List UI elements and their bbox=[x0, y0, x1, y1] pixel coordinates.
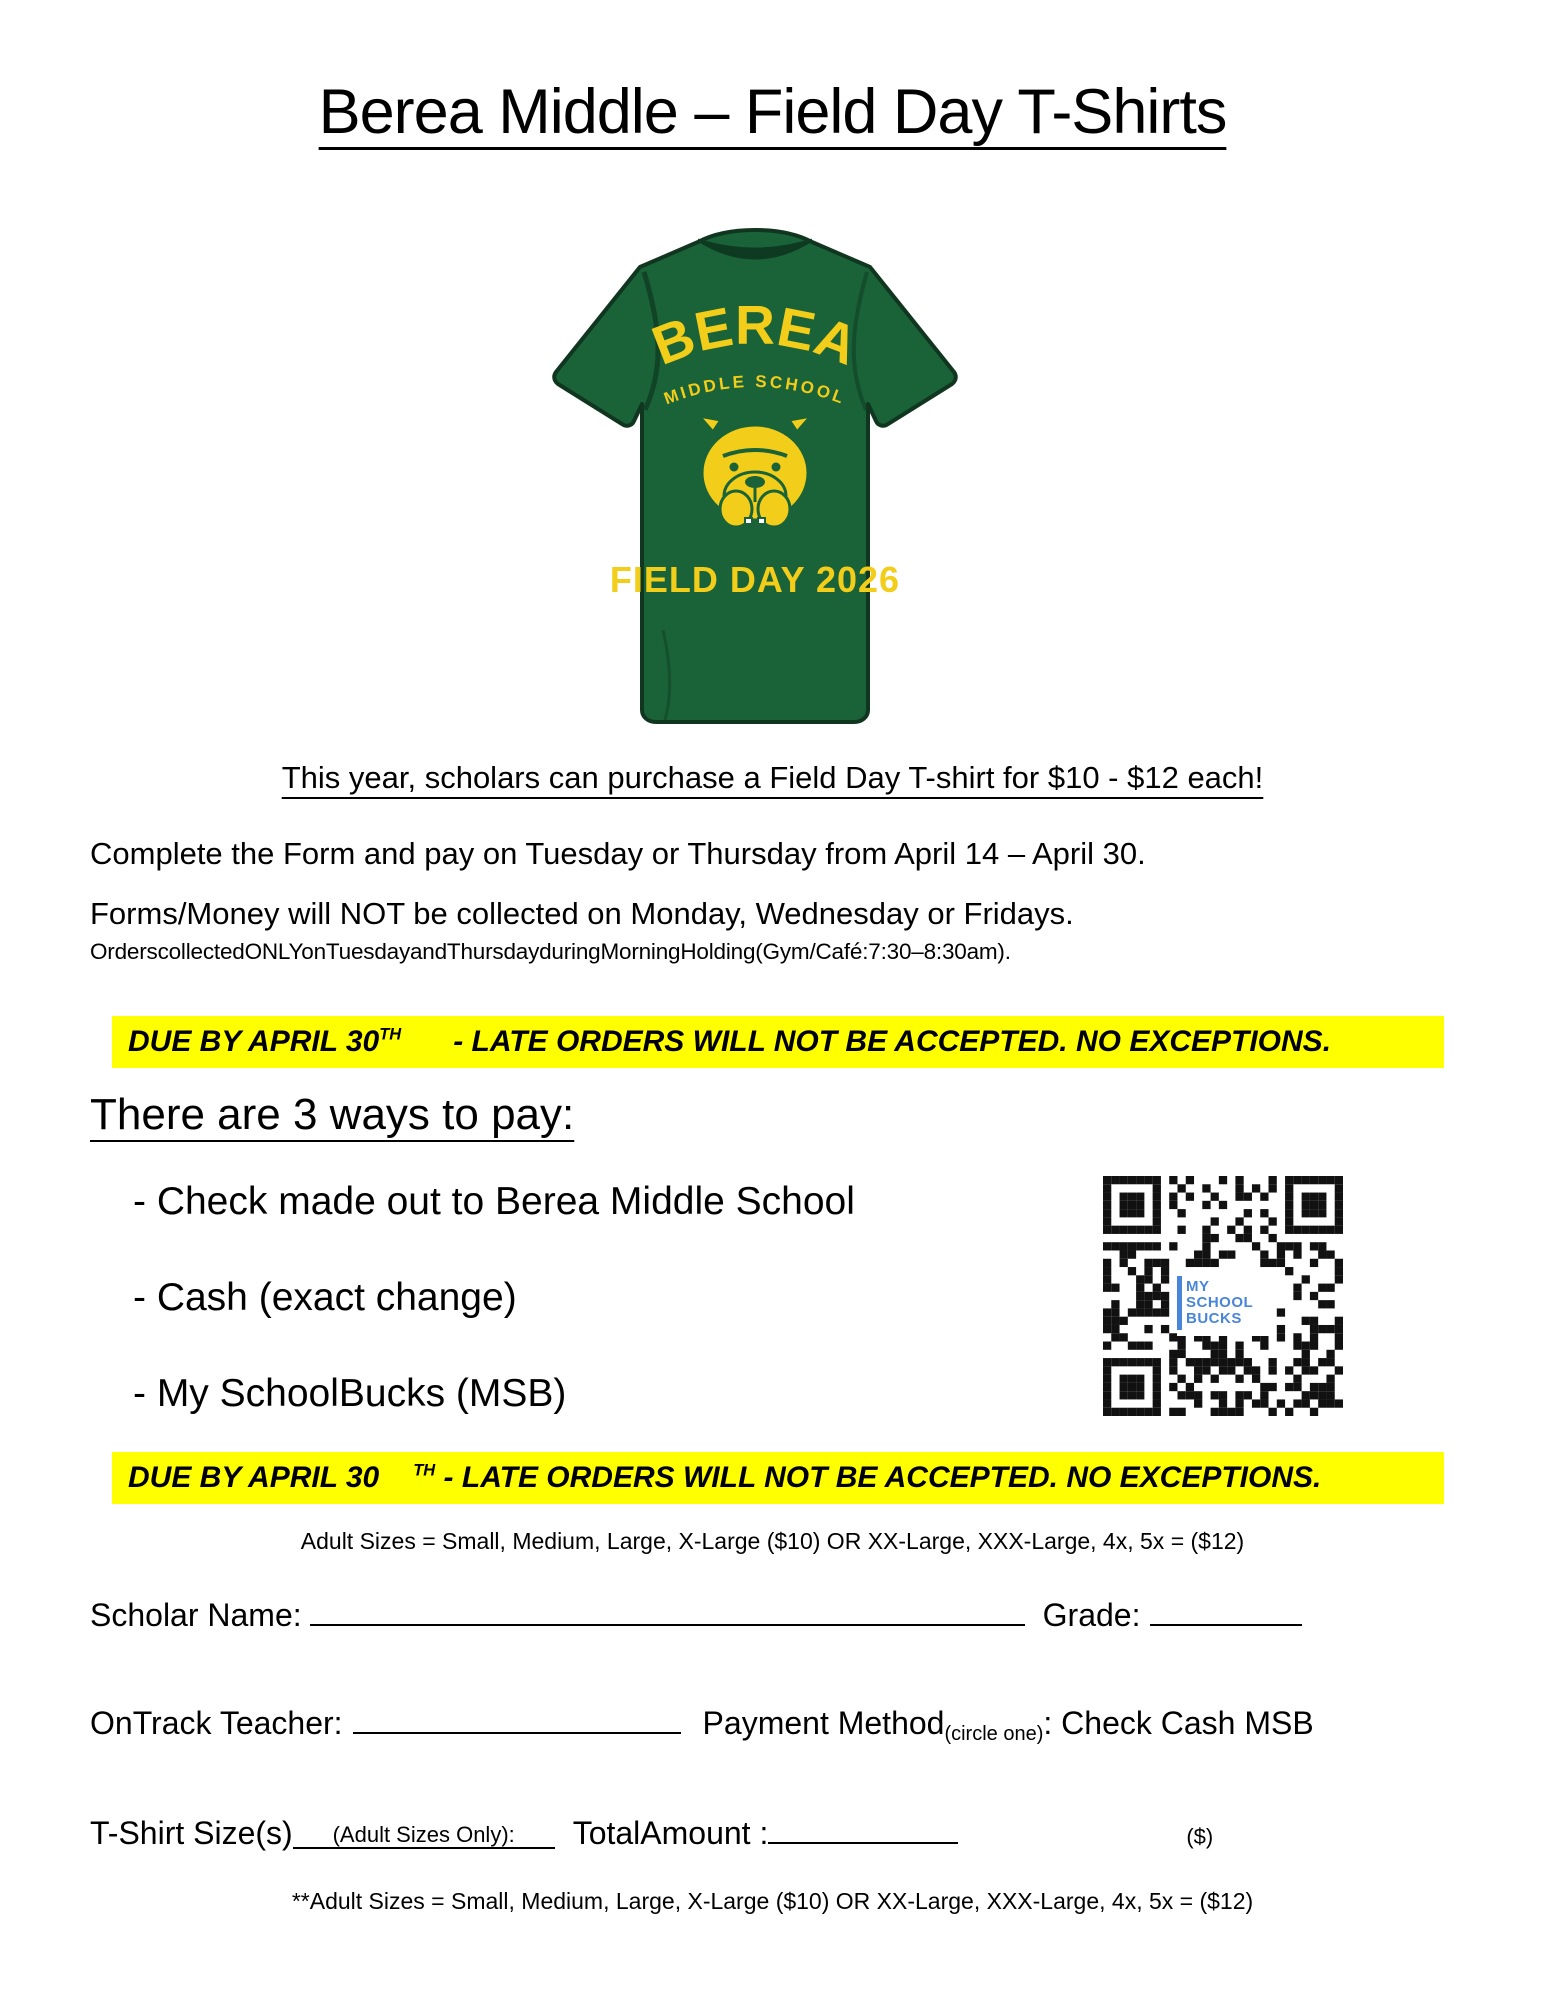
tshirt-image bbox=[545, 210, 965, 740]
msb-logo-line-1: MY bbox=[1186, 1278, 1210, 1295]
due-banner-1: DUE BY APRIL 30 TH - LATE ORDERS WILL NOT BE ACCEPTED. NO EXCEPTIONS. bbox=[112, 1016, 1444, 1068]
payment-colon: : bbox=[1043, 1705, 1062, 1741]
shirt-school-sub: MIDDLE SCHOOL bbox=[661, 371, 849, 409]
teacher-row bbox=[90, 1700, 1314, 1746]
pay-days-line: Complete the Form and pay on Tuesday or Thursday from April 14 – April 30. bbox=[90, 836, 1146, 871]
my-school-bucks-logo bbox=[1177, 1270, 1273, 1336]
due-banner-2: DUE BY APRIL 30 TH - LATE ORDERS WILL NOT BE ACCEPTED. NO EXCEPTIONS. bbox=[112, 1452, 1444, 1504]
no-collect-line: Forms/Money will NOT be collected on Monday, Wednesday or Fridays. bbox=[90, 896, 1074, 931]
msb-qr-code bbox=[1103, 1176, 1343, 1422]
adult-sizes-note-bottom: **Adult Sizes = Small, Medium, Large, X-Large ($10) OR XX-Large, XXX-Large, 4x, 5x = ($12) bbox=[291, 1888, 1254, 1914]
ways-to-pay-heading: There are 3 ways to pay: bbox=[90, 1090, 575, 1139]
due-banner-2-suffix: - LATE ORDERS WILL NOT BE ACCEPTED. NO EXCEPTIONS. bbox=[435, 1461, 1322, 1494]
due-banner-2-prefix: DUE BY APRIL 30 bbox=[128, 1461, 380, 1494]
pay-options-list bbox=[133, 1180, 855, 1468]
page-title: Berea Middle – Field Day T-Shirts bbox=[318, 77, 1227, 147]
scholar-name-blank bbox=[310, 1592, 1025, 1626]
total-amount-label: TotalAmount : bbox=[572, 1815, 769, 1851]
tshirt-graphic bbox=[545, 210, 965, 740]
total-amount-blank bbox=[768, 1810, 958, 1844]
msb-logo-line-3: BUCKS bbox=[1186, 1310, 1242, 1327]
msb-logo-text bbox=[1186, 1279, 1253, 1327]
grade-label: Grade: bbox=[1042, 1597, 1141, 1633]
shirt-school-name: BEREA bbox=[643, 294, 867, 377]
payment-method-label: Payment Method bbox=[702, 1705, 945, 1741]
scholar-name-row bbox=[90, 1592, 1302, 1634]
teacher-label: OnTrack Teacher: bbox=[90, 1705, 343, 1741]
teacher-blank bbox=[353, 1700, 681, 1734]
size-total-row bbox=[90, 1810, 1213, 1852]
circle-one-label: (circle one) bbox=[944, 1723, 1044, 1745]
due-banner-1-suffix: - LATE ORDERS WILL NOT BE ACCEPTED. NO EXCEPTIONS. bbox=[453, 1025, 1332, 1058]
payment-options-text: Check Cash MSB bbox=[1061, 1705, 1314, 1741]
shirt-event-text: FIELD DAY 2026 bbox=[609, 559, 901, 600]
pay-option-check: - Check made out to Berea Middle School bbox=[133, 1180, 855, 1223]
size-label: T-Shirt Size(s) bbox=[90, 1815, 293, 1851]
msb-logo-bar bbox=[1177, 1276, 1182, 1330]
msb-logo-line-2: SCHOOL bbox=[1186, 1294, 1254, 1311]
adult-sizes-note-top: Adult Sizes = Small, Medium, Large, X-Large ($10) OR XX-Large, XXX-Large, 4x, 5x = ($12) bbox=[300, 1528, 1245, 1554]
adult-sizes-only-label: (Adult Sizes Only): bbox=[332, 1822, 515, 1847]
purchase-line: This year, scholars can purchase a Field Day T-shirt for $10 - $12 each! bbox=[281, 760, 1264, 795]
grade-blank bbox=[1150, 1592, 1302, 1626]
orders-note: OrderscollectedONLYonTuesdayandThursdayduringMorningHolding(Gym/Café:7:30–8:30am). bbox=[90, 939, 1011, 964]
scholar-name-label: Scholar Name: bbox=[90, 1597, 302, 1633]
pay-option-msb: - My SchoolBucks (MSB) bbox=[133, 1372, 567, 1415]
due-banner-1-prefix: DUE BY APRIL 30 bbox=[128, 1025, 380, 1058]
pay-option-cash: - Cash (exact change) bbox=[133, 1276, 517, 1319]
size-blank bbox=[293, 1815, 555, 1849]
dollar-sign-note: ($) bbox=[1186, 1824, 1214, 1849]
